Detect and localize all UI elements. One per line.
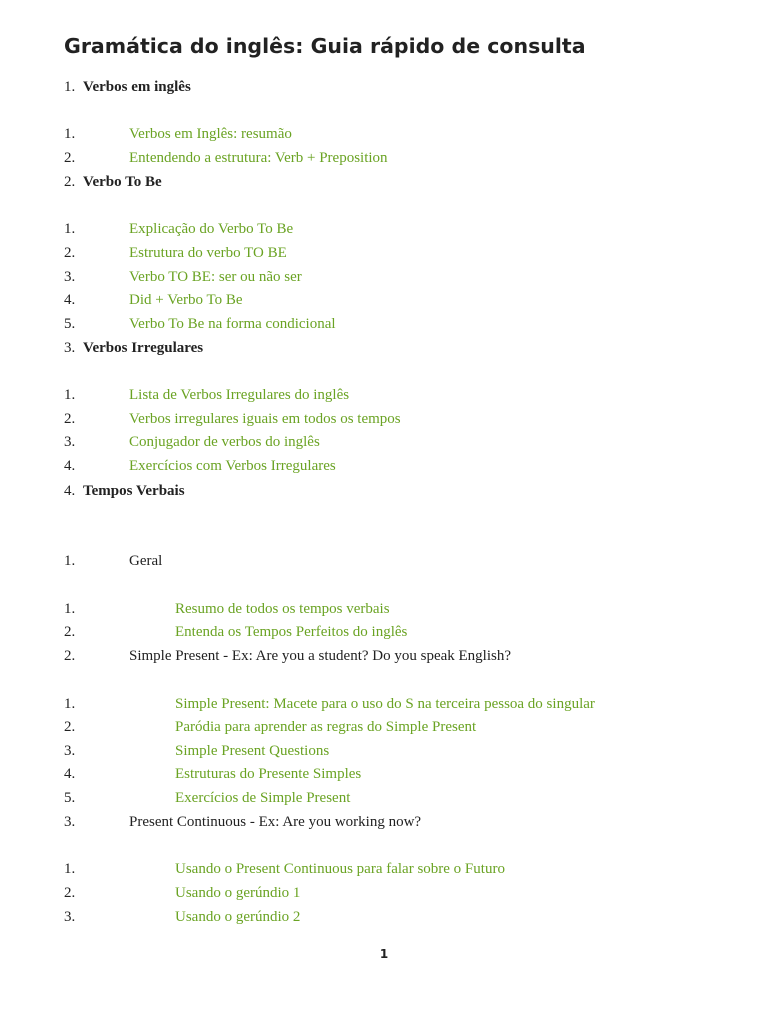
- item-number: 2.: [64, 411, 76, 427]
- toc-link[interactable]: Simple Present: Macete para o uso do S na terceira pessoa do singular: [175, 696, 595, 712]
- toc-link[interactable]: Entendendo a estrutura: Verb + Preposition: [129, 150, 388, 166]
- item-number: 1.: [64, 861, 76, 877]
- item-number: 3.: [64, 909, 76, 925]
- toc-link[interactable]: Usando o Present Continuous para falar sobre o Futuro: [175, 861, 505, 877]
- list-item: [0, 883, 768, 903]
- toc-link[interactable]: Estrutura do verbo TO BE: [129, 245, 287, 261]
- item-number: 2.: [64, 719, 76, 735]
- item-number: 3.: [64, 743, 76, 759]
- list-item: [0, 243, 768, 263]
- list-item: [0, 385, 768, 405]
- item-number: 2.: [64, 245, 76, 261]
- section-heading: [0, 77, 768, 97]
- section-number: 1.: [64, 79, 76, 95]
- subsection-number: 1.: [64, 553, 76, 569]
- item-number: 5.: [64, 316, 76, 332]
- subsection-heading: [0, 551, 768, 571]
- list-item: [0, 788, 768, 808]
- item-number: 2.: [64, 624, 76, 640]
- section-title: Verbo To Be: [83, 174, 162, 190]
- section-heading: [0, 338, 768, 358]
- toc-link[interactable]: Verbos irregulares iguais em todos os tempos: [129, 411, 401, 427]
- page-title: Gramática do inglês: Guia rápido de consulta: [64, 34, 586, 58]
- subsection-heading: [0, 812, 768, 832]
- toc-link[interactable]: Usando o gerúndio 2: [175, 909, 301, 925]
- subsection-title: Present Continuous - Ex: Are you working now?: [129, 814, 422, 830]
- item-number: 1.: [64, 696, 76, 712]
- list-item: [0, 290, 768, 310]
- subsection-number: 3.: [64, 814, 76, 830]
- subsection-title: Geral: [129, 553, 163, 569]
- toc-link[interactable]: Did + Verbo To Be: [129, 292, 243, 308]
- section-number: 2.: [64, 174, 76, 190]
- list-item: [0, 432, 768, 452]
- subsection-heading: [0, 646, 768, 666]
- section-heading: [0, 481, 768, 501]
- item-number: 3.: [64, 434, 76, 450]
- list-item: [0, 599, 768, 619]
- item-number: 3.: [64, 269, 76, 285]
- section-heading: [0, 172, 768, 192]
- toc-link[interactable]: Explicação do Verbo To Be: [129, 221, 294, 237]
- toc-link[interactable]: Exercícios com Verbos Irregulares: [129, 458, 336, 474]
- section-title: Verbos Irregulares: [83, 340, 204, 356]
- list-item: [0, 456, 768, 476]
- list-item: [0, 314, 768, 334]
- list-item: [0, 764, 768, 784]
- list-item: [0, 741, 768, 761]
- section-number: 3.: [64, 340, 76, 356]
- toc-link[interactable]: Exercícios de Simple Present: [175, 790, 351, 806]
- page-number: 1: [379, 947, 389, 961]
- toc-link[interactable]: Estruturas do Presente Simples: [175, 766, 362, 782]
- item-number: 5.: [64, 790, 76, 806]
- subsection-number: 2.: [64, 648, 76, 664]
- item-number: 2.: [64, 885, 76, 901]
- toc-link[interactable]: Simple Present Questions: [175, 743, 330, 759]
- list-item: [0, 907, 768, 927]
- toc-link[interactable]: Lista de Verbos Irregulares do inglês: [129, 387, 350, 403]
- item-number: 1.: [64, 221, 76, 237]
- toc-link[interactable]: Paródia para aprender as regras do Simple Present: [175, 719, 477, 735]
- toc-link[interactable]: Verbo To Be na forma condicional: [129, 316, 336, 332]
- list-item: [0, 622, 768, 642]
- list-item: [0, 124, 768, 144]
- item-number: 1.: [64, 387, 76, 403]
- toc-link[interactable]: Verbo TO BE: ser ou não ser: [129, 269, 302, 285]
- item-number: 4.: [64, 766, 76, 782]
- list-item: [0, 409, 768, 429]
- list-item: [0, 717, 768, 737]
- list-item: [0, 859, 768, 879]
- item-number: 1.: [64, 601, 76, 617]
- list-item: [0, 694, 768, 714]
- section-number: 4.: [64, 483, 76, 499]
- subsection-title: Simple Present - Ex: Are you a student? Do you speak English?: [129, 648, 512, 664]
- item-number: 2.: [64, 150, 76, 166]
- list-item: [0, 148, 768, 168]
- list-item: [0, 219, 768, 239]
- toc-link[interactable]: Entenda os Tempos Perfeitos do inglês: [175, 624, 408, 640]
- list-item: [0, 267, 768, 287]
- toc-link[interactable]: Resumo de todos os tempos verbais: [175, 601, 390, 617]
- toc-link[interactable]: Verbos em Inglês: resumão: [129, 126, 292, 142]
- toc-link[interactable]: Conjugador de verbos do inglês: [129, 434, 320, 450]
- section-title: Verbos em inglês: [83, 79, 191, 95]
- toc-link[interactable]: Usando o gerúndio 1: [175, 885, 301, 901]
- item-number: 4.: [64, 292, 76, 308]
- section-title: Tempos Verbais: [83, 483, 185, 499]
- item-number: 1.: [64, 126, 76, 142]
- item-number: 4.: [64, 458, 76, 474]
